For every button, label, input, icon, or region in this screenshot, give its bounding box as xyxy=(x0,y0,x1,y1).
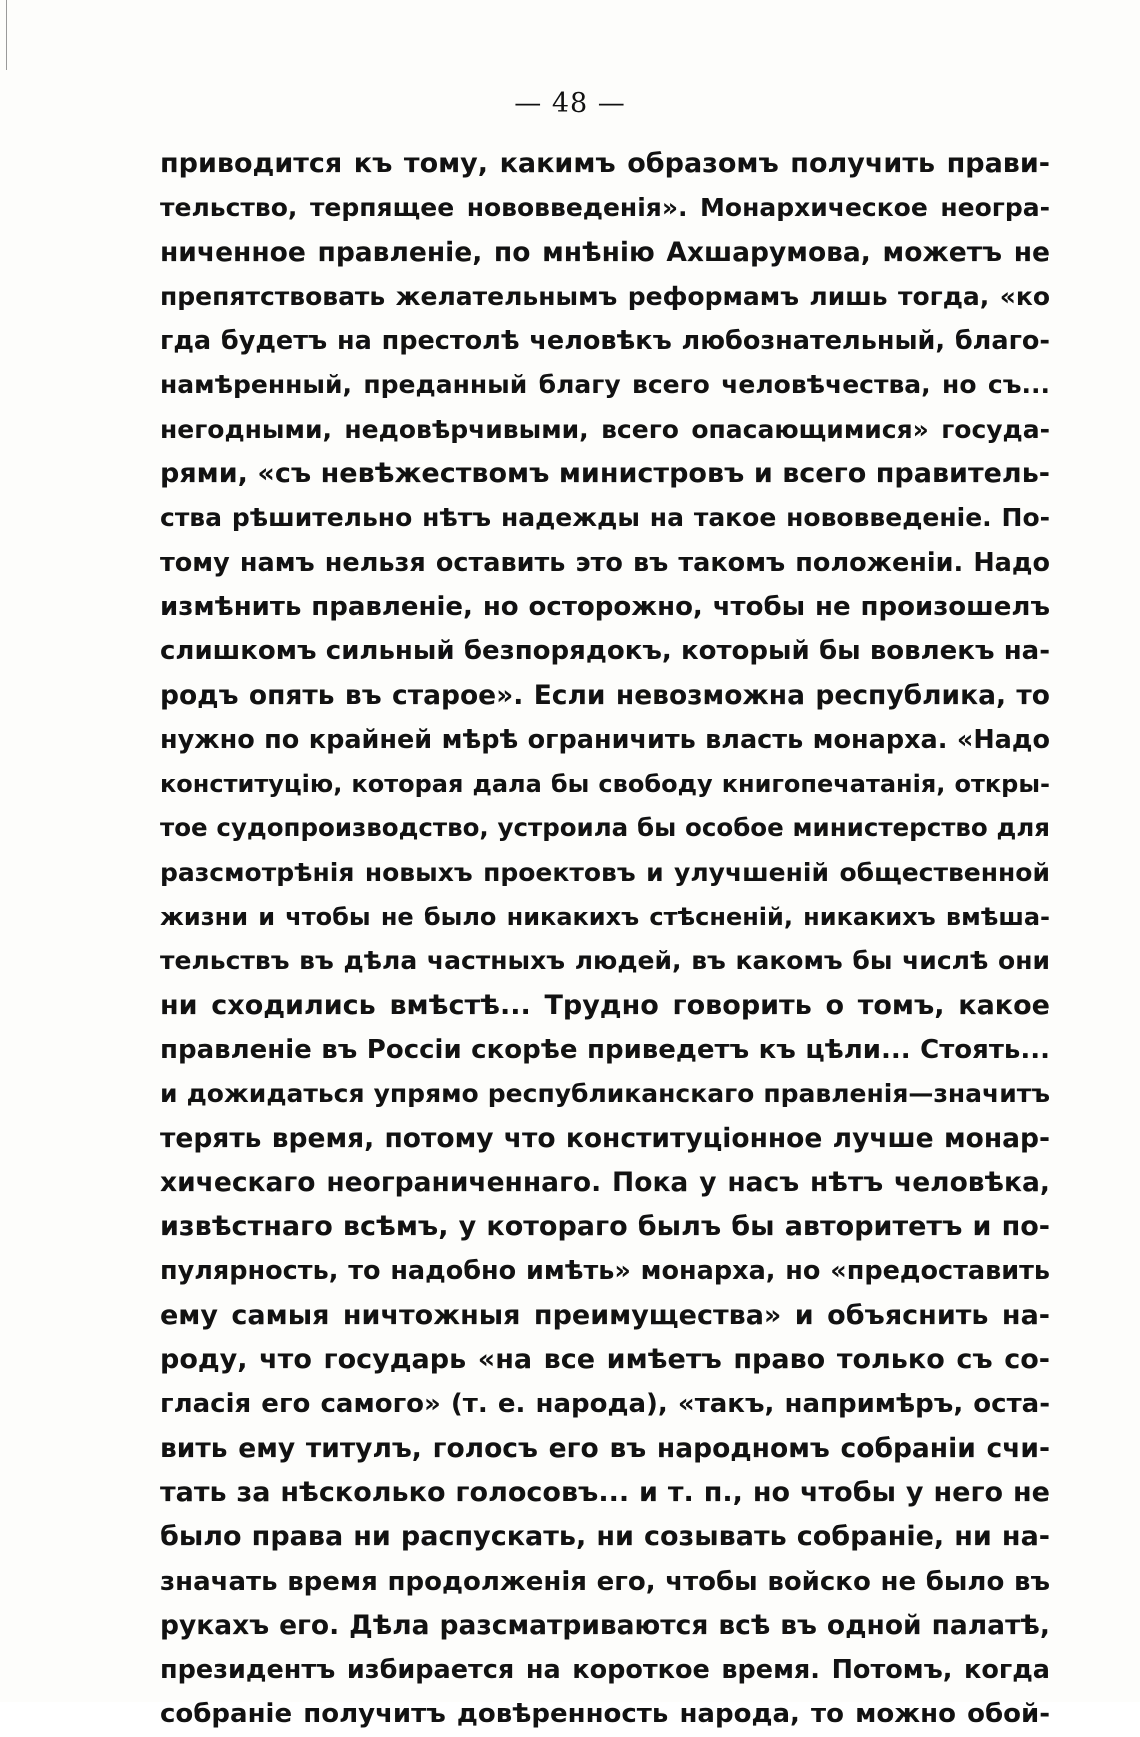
text-line: хическаго неограниченнаго. Пока у насъ нѣтъ человѣка, xyxy=(160,1166,1050,1198)
text-line: ства рѣшительно нѣтъ надежды на такое нововведеніе. По- xyxy=(160,503,1050,533)
text-line: извѣстнаго всѣмъ, у котораго былъ бы авторитетъ и по- xyxy=(160,1211,1050,1243)
text-line: собраніе получитъ довѣренность народа, то можно обой- xyxy=(160,1699,1050,1730)
text-line: терять время, потому что конституціонное лучше монар- xyxy=(160,1122,1050,1154)
text-line: тельство, терпящее нововведенія». Монархическое неогра- xyxy=(160,193,1050,223)
text-line: тому намъ нельзя оставить это въ такомъ положеніи. Надо xyxy=(160,547,1050,578)
text-line: значать время продолженія его, чтобы войско не было въ xyxy=(160,1566,1050,1597)
text-line: разсмотрѣнія новыхъ проектовъ и улучшеній общественной xyxy=(160,857,1050,887)
text-line: жизни и чтобы не было никакихъ стѣсненій, никакихъ вмѣша- xyxy=(160,903,1050,932)
text-line: тельствъ въ дѣла частныхъ людей, въ какомъ бы числѣ они xyxy=(160,946,1050,976)
text-line: измѣнить правленіе, но осторожно, чтобы не произошелъ xyxy=(160,591,1050,622)
text-line: препятствовать желательнымъ реформамъ лишь тогда, «ко xyxy=(160,281,1050,311)
text-line: роду, что государь «на все имѣетъ право только съ со- xyxy=(160,1344,1050,1376)
text-line: родъ опять въ старое». Если невозможна республика, то xyxy=(160,679,1050,711)
text-line: пулярность, то надобно имѣть» монарха, но «предоставить xyxy=(160,1256,1050,1287)
text-line: рями, «съ невѣжествомъ министровъ и всего правитель- xyxy=(160,458,1050,490)
text-line: гласія его самого» (т. е. народа), «такъ, напримѣръ, оста- xyxy=(160,1389,1050,1420)
scan-edge-line xyxy=(6,0,7,70)
page-number: — 48 — xyxy=(514,88,626,119)
text-line: слишкомъ сильный безпорядокъ, который бы вовлекъ на- xyxy=(160,636,1050,667)
text-line: ни сходились вмѣстѣ... Трудно говорить о томъ, какое xyxy=(160,989,1050,1021)
text-line: вить ему титулъ, голосъ его въ народномъ собраніи счи- xyxy=(160,1432,1050,1464)
text-line: нужно по крайней мѣрѣ ограничить власть монарха. «Надо xyxy=(160,724,1050,755)
text-line: приводится къ тому, какимъ образомъ получить прави- xyxy=(160,148,1050,179)
body-text xyxy=(160,142,1050,1737)
text-line: и дожидаться упрямо республиканскаго правленія—значитъ xyxy=(160,1079,1050,1109)
text-line: негодными, недовѣрчивыми, всего опасающимися» госуда- xyxy=(160,414,1050,444)
text-line: гда будетъ на престолѣ человѣкъ любознательный, благо- xyxy=(160,326,1050,357)
text-line: намѣренный, преданный благу всего человѣчества, но съ... xyxy=(160,370,1050,400)
text-line: было права ни распускать, ни созывать собраніе, ни на- xyxy=(160,1521,1050,1553)
text-line: тать за нѣсколько голосовъ... и т. п., но чтобы у него не xyxy=(160,1476,1050,1508)
text-line: правленіе въ Россіи скорѣе приведетъ къ цѣли... Стоять... xyxy=(160,1034,1050,1065)
text-line: президентъ избирается на короткое время. Потомъ, когда xyxy=(160,1655,1050,1686)
text-line: ему самыя ничтожныя преимущества» и объяснить на- xyxy=(160,1299,1050,1331)
text-line: рукахъ его. Дѣла разсматриваются всѣ въ одной палатѣ, xyxy=(160,1609,1050,1641)
text-line: ниченное правленіе, по мнѣнію Ахшарумова, можетъ не xyxy=(160,236,1050,268)
text-line: конституцію, которая дала бы свободу книгопечатанія, откры- xyxy=(160,770,1050,799)
text-line: тое судопроизводство, устроила бы особое министерство для xyxy=(160,813,1050,843)
